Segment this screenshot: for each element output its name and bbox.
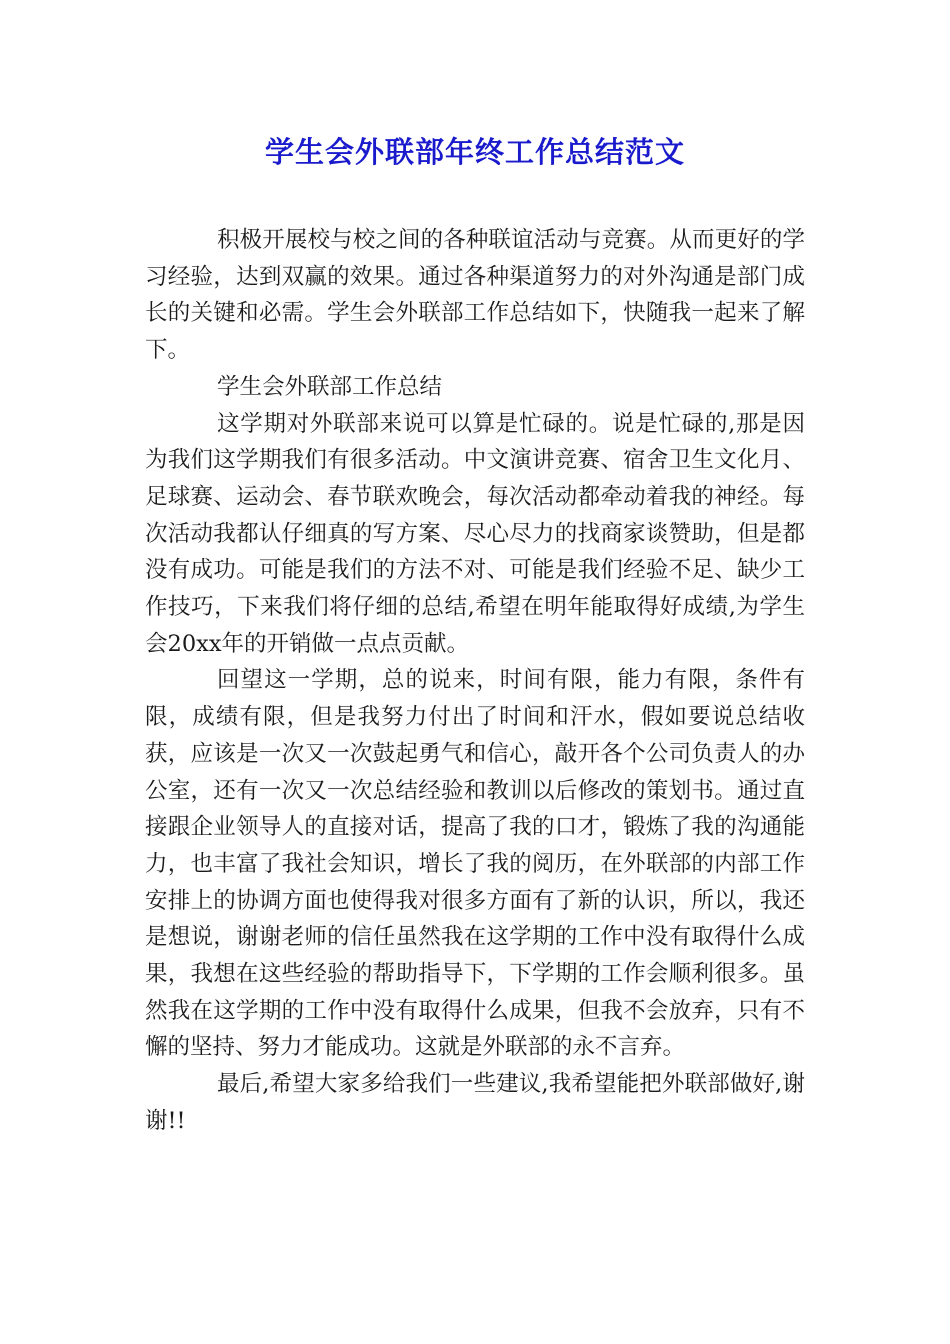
- intro-paragraph: 积极开展校与校之间的各种联谊活动与竞赛。从而更好的学习经验，达到双赢的效果。通过各种渠道努力的对外沟通是部门成长的关键和必需。学生会外联部工作总结如下，快随我一起来了解下。: [145, 227, 805, 364]
- section-heading: 学生会外联部工作总结: [217, 373, 443, 400]
- document-body: [145, 222, 805, 1140]
- document-title: 学生会外联部年终工作总结范文: [264, 135, 685, 169]
- body-paragraph: 回望这一学期，总的说来，时间有限，能力有限，条件有限，成绩有限，但是我努力付出了时间和汗水，假如要说总结收获，应该是一次又一次鼓起勇气和信心，敲开各个公司负责人的办公室，还有一次又一次总结经验和教训以后修改的策划书。通过直接跟企业领导人的直接对话，提高了我的口才，锻炼了我的沟通能力，也丰富了我社会知识，增长了我的阅历，在外联部的内部工作安排上的协调方面也使得我对很多方面有了新的认识，所以，我还是想说，谢谢老师的信任虽然我在这学期的工作中没有取得什么成果，我想在这些经验的帮助指导下，下学期的工作会顺利很多。虽然我在这学期的工作中没有取得什么成果，但我不会放弃，只有不懈的坚持、努力才能成功。这就是外联部的永不言弃。: [145, 667, 805, 1061]
- closing-paragraph: 最后,希望大家多给我们一些建议,我希望能把外联部做好,谢谢!!: [145, 1071, 805, 1134]
- body-paragraph: 这学期对外联部来说可以算是忙碌的。说是忙碌的,那是因为我们这学期我们有很多活动。中文演讲竞赛、宿舍卫生文化月、足球赛、运动会、春节联欢晚会，每次活动都牵动着我的神经。每次活动我都认仔细真的写方案、尽心尽力的找商家谈赞助，但是都没有成功。可能是我们的方法不对、可能是我们经验不足、缺少工作技巧，下来我们将仔细的总结,希望在明年能取得好成绩,为学生会20xx年的开销做一点点贡献。: [145, 410, 805, 657]
